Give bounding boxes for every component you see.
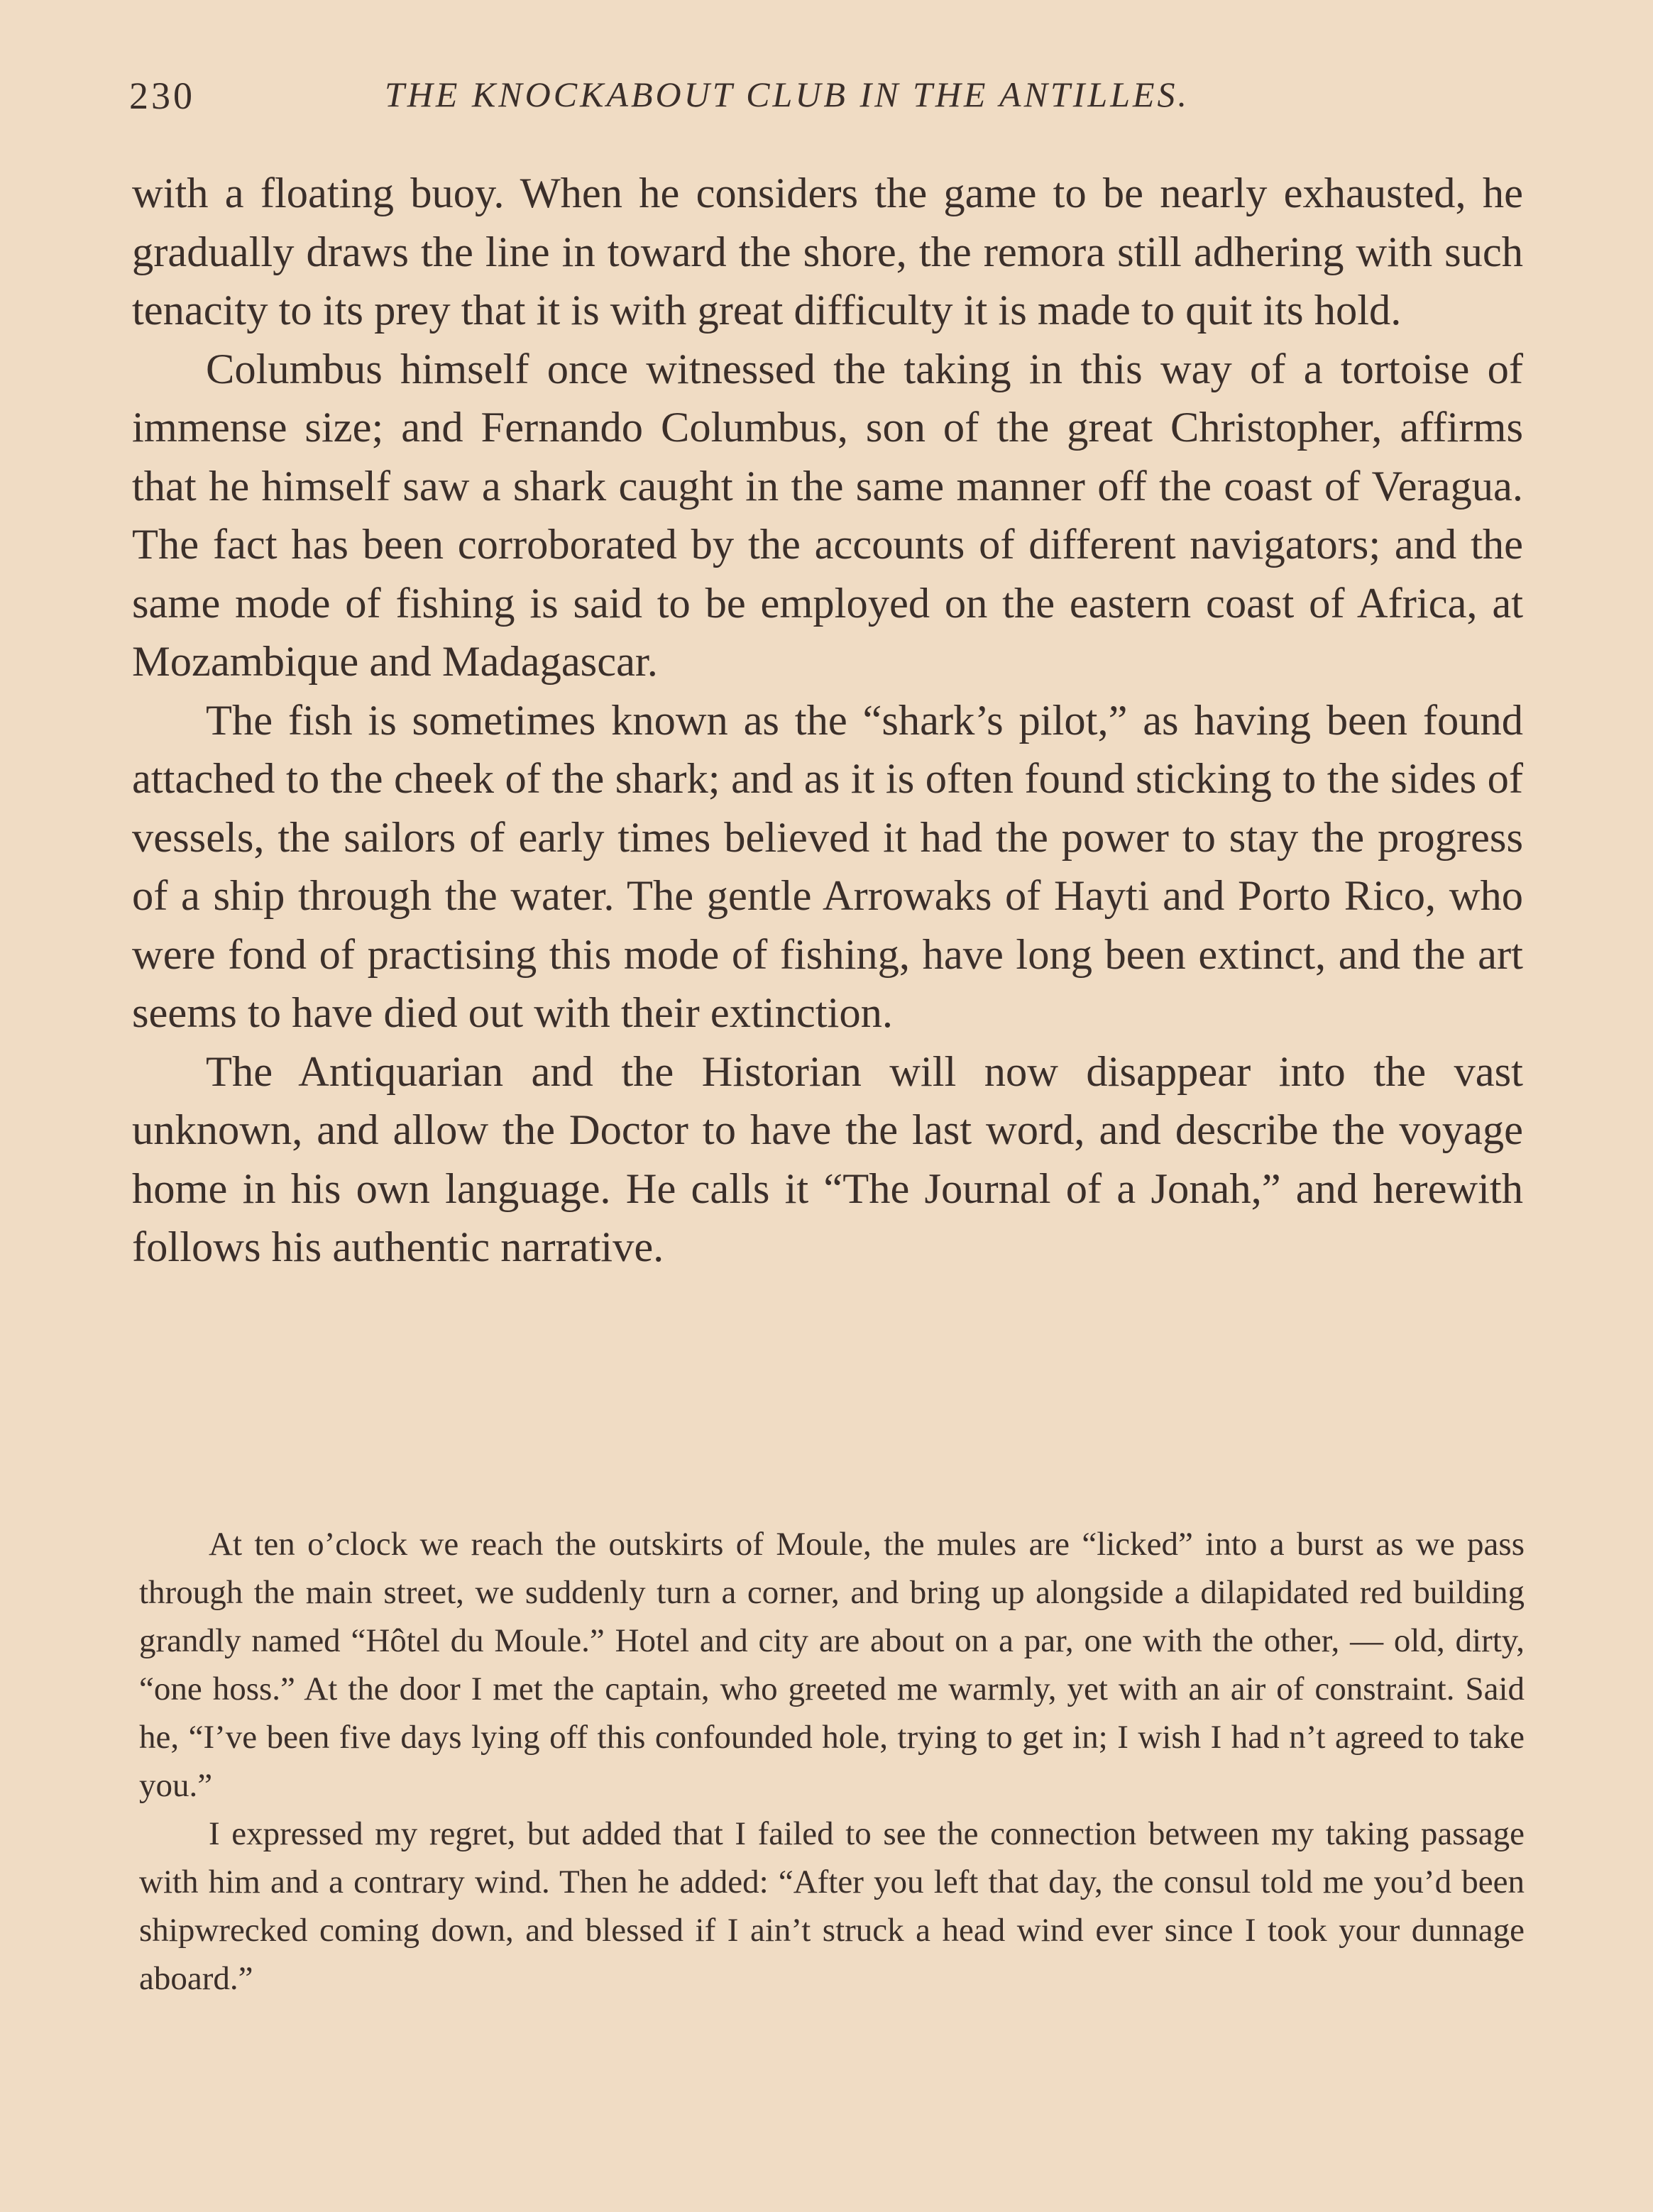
paragraph: with a floating buoy. When he considers the game to be nearly exhausted, he gradually draws the line in toward the shore, the remora still adhering with such tenacity to its prey that it is with great difficulty it is made to quit its hold.: [132, 170, 1523, 334]
main-text: [132, 165, 1523, 1277]
paragraph: The Antiquarian and the Historian will now disappear into the vast unknown, and allow the Doctor to have the last word, and describe the voyage home in his own language. He calls it “The Journal of a Jonah,” and herewith follows his authentic narrative.: [132, 1047, 1523, 1271]
journal-excerpt: [139, 1520, 1525, 2003]
running-title: THE KNOCKABOUT CLUB IN THE ANTILLES.: [385, 75, 1190, 114]
journal-paragraph: I expressed my regret, but added that I failed to see the connection between my taking passage with him and a contrary wind. Then he added: “After you left that day, the consul told me you’d been shipwrecked coming down, and blessed if I ain’t struck a head wind ever since I took your dunnage aboard.”: [139, 1815, 1525, 1997]
running-head: [129, 74, 1493, 123]
paragraph: Columbus himself once witnessed the taking in this way of a tortoise of immense size; and Fernando Columbus, son of the great Christopher, affirms that he himself saw a shark caught in the same manner off the coast of Veragua. The fact has been corroborated by the accounts of different navigators; and the same mode of fishing is said to be employed on the eastern coast of Africa, at Mozambique and Madagascar.: [132, 345, 1523, 686]
paragraph: The fish is sometimes known as the “shark’s pilot,” as having been found attached to the cheek of the shark; and as it is often found sticking to the sides of vessels, the sailors of early times believed it had the power to stay the progress of a ship through the water. The gentle Arrowaks of Hayti and Porto Rico, who were fond of practising this mode of fishing, have long been extinct, and the art seems to have died out with their extinction.: [132, 696, 1523, 1037]
page-number: 230: [129, 75, 195, 117]
journal-paragraph: At ten o’clock we reach the outskirts of Moule, the mules are “licked” into a burst as we pass through the main street, we suddenly turn a corner, and bring up alongside a dilapidated red building grandly named “Hôtel du Moule.” Hotel and city are about on a par, one with the other, — old, dirty, “one hoss.” At the door I met the captain, who greeted me warmly, yet with an air of constraint. Said he, “I’ve been five days lying off this confounded hole, trying to get in; I wish I had n’t agreed to take you.”: [139, 1526, 1525, 1804]
